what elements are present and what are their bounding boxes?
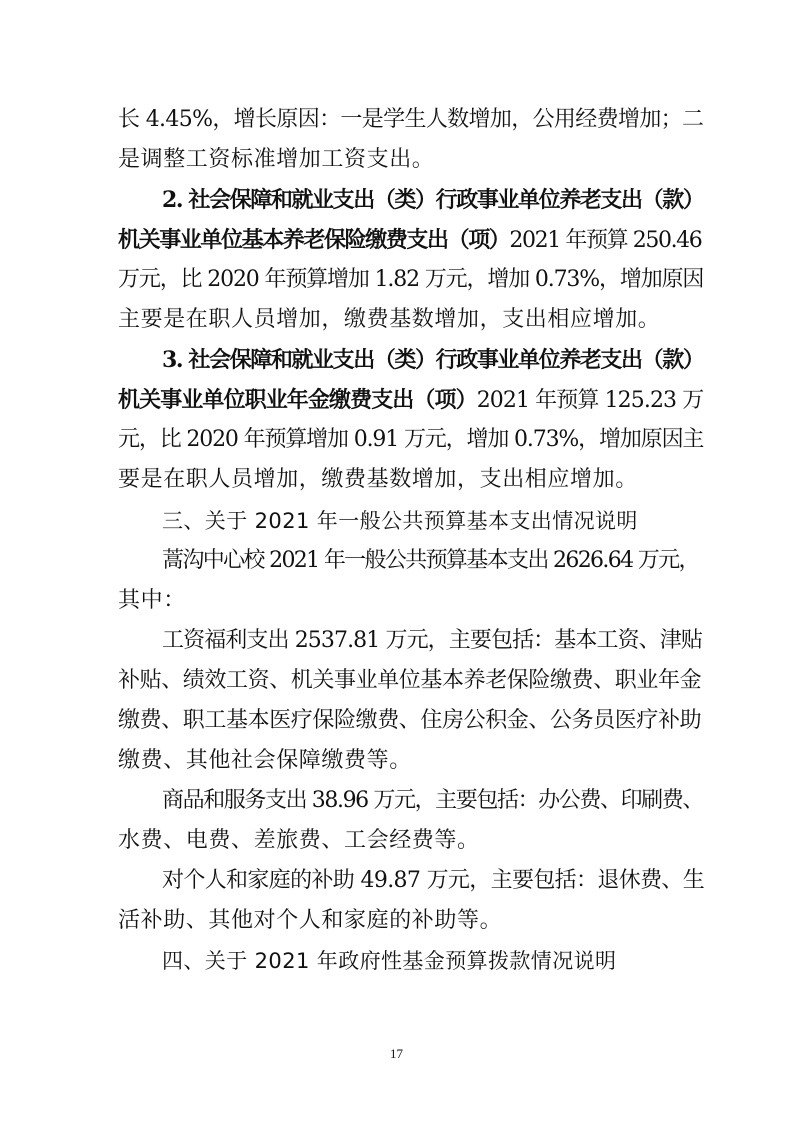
text-line: 元，比 2020 年预算增加 0.91 万元，增加 0.73%，增加原因主 <box>118 427 704 452</box>
item-title: 机关事业单位基本养老保险缴费支出（项） <box>118 227 510 253</box>
section-heading-3: 3. 社会保障和就业支出（类）行政事业单位养老支出（款） <box>162 347 704 373</box>
text-line: 蒿沟中心校 2021 年一般公共预算基本支出 2626.64 万元， <box>162 548 699 573</box>
text-line: 活补助、其他对个人和家庭的补助等。 <box>118 908 503 933</box>
text-line <box>118 225 701 256</box>
item-title: 机关事业单位职业年金缴费支出（项） <box>118 387 477 413</box>
text-line: 补贴、绩效工资、机关事业单位基本养老保险缴费、职业年金 <box>118 668 702 693</box>
text-line: 主要是在职人员增加，缴费基数增加，支出相应增加。 <box>118 307 661 332</box>
text-line: 工资福利支出 2537.81 万元，主要包括：基本工资、津贴 <box>162 628 702 653</box>
text-line: 其中： <box>118 588 186 613</box>
text-line: 水费、电费、差旅费、工会经费等。 <box>118 828 480 853</box>
chapter-heading-4: 四、关于 2021 年政府性基金预算拨款情况说明 <box>162 949 617 973</box>
page-number: 17 <box>390 1046 403 1061</box>
text-line: 对个人和家庭的补助 49.87 万元，主要包括：退休费、生 <box>162 868 705 893</box>
item-amount: 2021 年预算 125.23 万 <box>476 388 704 413</box>
text-line: 是调整工资标准增加工资支出。 <box>118 147 435 172</box>
text-line: 缴费、职工基本医疗保险缴费、住房公积金、公务员医疗补助 <box>118 708 702 733</box>
text-line: 要是在职人员增加，缴费基数增加，支出相应增加。 <box>118 467 638 492</box>
chapter-heading-3: 三、关于 2021 年一般公共预算基本支出情况说明 <box>162 509 638 533</box>
text-line: 万元，比 2020 年预算增加 1.82 万元，增加 0.73%，增加原因 <box>118 267 704 292</box>
text-line <box>118 385 703 416</box>
text-line: 商品和服务支出 38.96 万元，主要包括：办公费、印刷费、 <box>162 788 703 813</box>
text-line: 缴费、其他社会保障缴费等。 <box>118 748 412 773</box>
text-line: 长 4.45%，增长原因：一是学生人数增加，公用经费增加；二 <box>118 107 704 132</box>
section-heading-2: 2. 社会保障和就业支出（类）行政事业单位养老支出（款） <box>162 187 704 213</box>
item-amount: 2021 年预算 250.46 <box>509 228 702 253</box>
